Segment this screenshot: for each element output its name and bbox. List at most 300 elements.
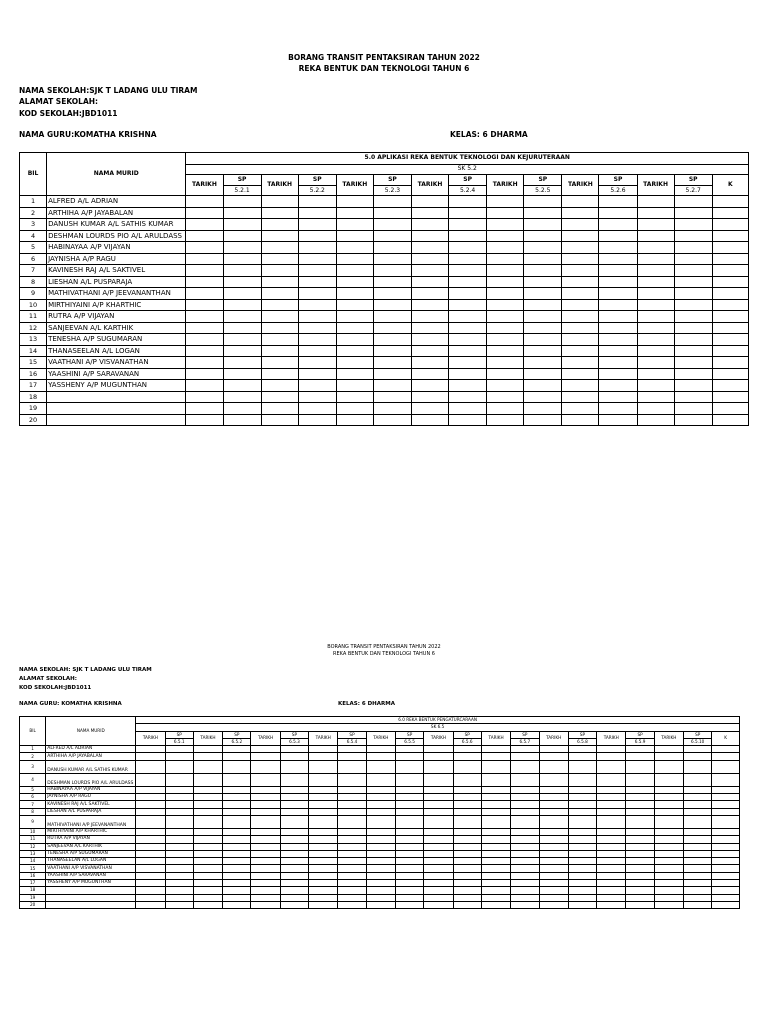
score-cell (599, 414, 637, 426)
score-cell (562, 414, 599, 426)
score-cell (395, 872, 423, 879)
score-cell (712, 368, 748, 380)
score-cell (411, 299, 448, 311)
header-sp-code: 6.5.2 (223, 738, 251, 745)
score-cell (712, 322, 748, 334)
score-cell (449, 253, 487, 265)
score-cell (411, 219, 448, 231)
score-cell (424, 815, 453, 828)
score-cell (712, 311, 748, 323)
score-cell (453, 760, 481, 773)
score-cell (453, 880, 481, 887)
score-cell (366, 880, 395, 887)
score-cell (338, 865, 366, 872)
row-number: 3 (20, 760, 46, 773)
score-cell (453, 901, 481, 908)
score-cell (336, 414, 373, 426)
score-cell (562, 345, 599, 357)
score-cell (562, 196, 599, 208)
score-cell (411, 265, 448, 277)
score-cell (165, 786, 193, 793)
score-cell (136, 746, 165, 753)
student-name: KAVINESH RAJ A/L SAKTIVEL (47, 265, 186, 277)
score-cell (424, 773, 453, 786)
score-cell (684, 746, 712, 753)
score-cell (487, 299, 524, 311)
score-cell (411, 276, 448, 288)
score-cell (411, 230, 448, 242)
score-cell (654, 858, 683, 865)
score-cell (223, 894, 251, 901)
score-cell (568, 901, 596, 908)
score-cell (524, 207, 562, 219)
score-cell (186, 242, 223, 254)
score-cell (449, 414, 487, 426)
score-cell (481, 858, 510, 865)
score-cell (338, 880, 366, 887)
score-cell (524, 219, 562, 231)
score-cell (251, 753, 280, 760)
score-cell (568, 843, 596, 850)
score-cell (366, 815, 395, 828)
student-name: LIESHAN A/L PUSPARAJA (46, 808, 136, 815)
score-cell (487, 219, 524, 231)
score-cell (539, 760, 568, 773)
row-number: 7 (20, 265, 47, 277)
score-cell (449, 403, 487, 415)
score-cell (261, 380, 298, 392)
score-cell (674, 345, 712, 357)
header-section-title: 6.0 REKA BENTUK PENGATURCARAAN (136, 717, 740, 724)
header-nama-murid: NAMA MURID (47, 153, 186, 196)
student-row (20, 242, 749, 254)
score-cell (637, 196, 674, 208)
score-cell (193, 850, 222, 857)
row-number: 19 (20, 403, 47, 415)
score-cell (251, 865, 280, 872)
score-cell (193, 753, 222, 760)
score-cell (424, 850, 453, 857)
score-cell (136, 760, 165, 773)
score-cell (568, 753, 596, 760)
header-k: K (712, 174, 748, 196)
score-cell (599, 207, 637, 219)
score-cell (165, 773, 193, 786)
score-cell (223, 801, 251, 808)
row-number: 2 (20, 207, 47, 219)
score-cell (511, 773, 539, 786)
score-cell (338, 887, 366, 894)
score-cell (395, 887, 423, 894)
score-cell (373, 357, 411, 369)
student-name: ARTHIHA A/P JAYABALAN (46, 753, 136, 760)
score-cell (136, 794, 165, 801)
score-cell (599, 322, 637, 334)
score-cell (261, 414, 298, 426)
score-cell (654, 808, 683, 815)
score-cell (449, 219, 487, 231)
score-cell (481, 808, 510, 815)
score-cell (712, 801, 740, 808)
score-cell (599, 253, 637, 265)
score-cell (373, 265, 411, 277)
score-cell (366, 801, 395, 808)
score-cell (626, 901, 654, 908)
score-cell (597, 887, 626, 894)
score-cell (562, 230, 599, 242)
score-cell (280, 843, 308, 850)
score-cell (674, 253, 712, 265)
row-number: 11 (20, 836, 46, 843)
score-cell (309, 828, 338, 835)
score-cell (309, 887, 338, 894)
score-cell (338, 858, 366, 865)
score-cell (338, 872, 366, 879)
score-cell (411, 207, 448, 219)
score-cell (366, 887, 395, 894)
score-cell (453, 894, 481, 901)
score-cell (223, 403, 261, 415)
score-cell (524, 391, 562, 403)
score-cell (712, 815, 740, 828)
score-cell (165, 828, 193, 835)
page1-assessment-table (19, 152, 749, 426)
score-cell (251, 843, 280, 850)
score-cell (395, 858, 423, 865)
student-name (47, 414, 186, 426)
score-cell (654, 773, 683, 786)
score-cell (251, 901, 280, 908)
score-cell (712, 403, 748, 415)
header-tarikh: TARIKH (336, 174, 373, 196)
student-row (20, 299, 749, 311)
score-cell (481, 773, 510, 786)
score-cell (223, 414, 261, 426)
score-cell (193, 808, 222, 815)
score-cell (539, 858, 568, 865)
score-cell (251, 828, 280, 835)
score-cell (511, 872, 539, 879)
score-cell (373, 196, 411, 208)
score-cell (568, 894, 596, 901)
score-cell (338, 815, 366, 828)
score-cell (136, 815, 165, 828)
score-cell (424, 901, 453, 908)
score-cell (539, 850, 568, 857)
score-cell (712, 414, 748, 426)
student-name: MIRTHIYAINI A/P KHARTHIC (46, 828, 136, 835)
score-cell (562, 380, 599, 392)
score-cell (674, 207, 712, 219)
score-cell (626, 894, 654, 901)
score-cell (309, 786, 338, 793)
score-cell (524, 368, 562, 380)
header-tarikh: TARIKH (424, 731, 453, 746)
score-cell (684, 880, 712, 887)
score-cell (298, 253, 336, 265)
score-cell (637, 414, 674, 426)
score-cell (165, 858, 193, 865)
score-cell (366, 872, 395, 879)
student-name: THANASEELAN A/L LOGAN (46, 858, 136, 865)
score-cell (298, 311, 336, 323)
score-cell (251, 746, 280, 753)
student-name (47, 391, 186, 403)
student-row (20, 894, 740, 901)
score-cell (186, 196, 223, 208)
score-cell (186, 230, 223, 242)
score-cell (487, 253, 524, 265)
score-cell (539, 836, 568, 843)
student-row (20, 207, 749, 219)
header-tarikh: TARIKH (637, 174, 674, 196)
score-cell (712, 901, 740, 908)
student-name: JAYNISHA A/P RAGU (46, 794, 136, 801)
score-cell (186, 391, 223, 403)
header-sk: SK 6.5 (136, 724, 740, 731)
score-cell (223, 746, 251, 753)
student-name: ALFRED A/L ADRIAN (46, 746, 136, 753)
score-cell (136, 880, 165, 887)
score-cell (597, 850, 626, 857)
score-cell (539, 801, 568, 808)
score-cell (654, 887, 683, 894)
score-cell (366, 753, 395, 760)
score-cell (193, 801, 222, 808)
header-tarikh: TARIKH (366, 731, 395, 746)
score-cell (336, 288, 373, 300)
score-cell (424, 880, 453, 887)
score-cell (280, 815, 308, 828)
header-sp-code: 5.2.5 (524, 186, 562, 196)
score-cell (524, 414, 562, 426)
score-cell (453, 773, 481, 786)
score-cell (223, 808, 251, 815)
score-cell (597, 773, 626, 786)
student-name: DESHMAN LOURDS PIO A/L ARULDASS (46, 773, 136, 786)
student-row (20, 391, 749, 403)
score-cell (280, 858, 308, 865)
score-cell (395, 865, 423, 872)
score-cell (597, 815, 626, 828)
score-cell (597, 872, 626, 879)
score-cell (487, 311, 524, 323)
score-cell (637, 391, 674, 403)
score-cell (626, 850, 654, 857)
score-cell (251, 794, 280, 801)
score-cell (449, 311, 487, 323)
score-cell (524, 288, 562, 300)
score-cell (223, 865, 251, 872)
score-cell (280, 808, 308, 815)
page1-school-code: KOD SEKOLAH:JBD1011 (19, 109, 118, 118)
header-tarikh: TARIKH (481, 731, 510, 746)
score-cell (684, 843, 712, 850)
score-cell (654, 836, 683, 843)
score-cell (626, 887, 654, 894)
score-cell (373, 311, 411, 323)
score-cell (309, 894, 338, 901)
student-row (20, 836, 740, 843)
score-cell (637, 242, 674, 254)
student-name: JAYNISHA A/P RAGU (47, 253, 186, 265)
student-row (20, 773, 740, 786)
score-cell (449, 380, 487, 392)
score-cell (309, 815, 338, 828)
row-number: 8 (20, 808, 46, 815)
score-cell (411, 288, 448, 300)
score-cell (562, 265, 599, 277)
score-cell (338, 808, 366, 815)
score-cell (674, 299, 712, 311)
score-cell (712, 865, 740, 872)
score-cell (654, 894, 683, 901)
score-cell (193, 894, 222, 901)
student-row (20, 808, 740, 815)
row-number: 10 (20, 828, 46, 835)
score-cell (223, 322, 261, 334)
score-cell (411, 414, 448, 426)
score-cell (136, 843, 165, 850)
row-number: 4 (20, 773, 46, 786)
score-cell (599, 391, 637, 403)
score-cell (336, 403, 373, 415)
score-cell (395, 843, 423, 850)
score-cell (373, 219, 411, 231)
score-cell (487, 345, 524, 357)
score-cell (298, 334, 336, 346)
score-cell (309, 901, 338, 908)
row-number: 14 (20, 858, 46, 865)
score-cell (674, 322, 712, 334)
score-cell (280, 773, 308, 786)
student-name: YAASHINI A/P SARAVANAN (47, 368, 186, 380)
score-cell (186, 219, 223, 231)
header-sp: SP (684, 731, 712, 738)
score-cell (136, 858, 165, 865)
score-cell (562, 253, 599, 265)
score-cell (487, 414, 524, 426)
score-cell (336, 299, 373, 311)
score-cell (223, 311, 261, 323)
score-cell (223, 828, 251, 835)
score-cell (637, 368, 674, 380)
score-cell (712, 219, 748, 231)
score-cell (373, 391, 411, 403)
score-cell (539, 865, 568, 872)
header-tarikh: TARIKH (251, 731, 280, 746)
score-cell (251, 850, 280, 857)
score-cell (280, 760, 308, 773)
score-cell (411, 380, 448, 392)
score-cell (481, 865, 510, 872)
score-cell (637, 380, 674, 392)
header-sp-code: 6.5.6 (453, 738, 481, 745)
score-cell (261, 322, 298, 334)
score-cell (597, 836, 626, 843)
score-cell (637, 345, 674, 357)
score-cell (599, 276, 637, 288)
score-cell (366, 850, 395, 857)
score-cell (373, 414, 411, 426)
header-tarikh: TARIKH (261, 174, 298, 196)
score-cell (637, 288, 674, 300)
score-cell (223, 230, 261, 242)
page2-school-name: NAMA SEKOLAH: SJK T LADANG ULU TIRAM (19, 667, 152, 673)
score-cell (599, 265, 637, 277)
row-number: 16 (20, 368, 47, 380)
score-cell (366, 836, 395, 843)
score-cell (251, 858, 280, 865)
score-cell (223, 880, 251, 887)
score-cell (223, 242, 261, 254)
score-cell (568, 808, 596, 815)
score-cell (626, 865, 654, 872)
score-cell (599, 219, 637, 231)
student-name (46, 901, 136, 908)
score-cell (449, 196, 487, 208)
score-cell (309, 801, 338, 808)
score-cell (599, 311, 637, 323)
score-cell (309, 794, 338, 801)
page2-title-line1: BORANG TRANSIT PENTAKSIRAN TAHUN 2022 (327, 644, 441, 650)
student-name (46, 894, 136, 901)
row-number: 9 (20, 815, 46, 828)
score-cell (453, 786, 481, 793)
score-cell (539, 794, 568, 801)
score-cell (223, 299, 261, 311)
score-cell (251, 808, 280, 815)
student-row (20, 403, 749, 415)
header-sp: SP (298, 174, 336, 186)
row-number: 3 (20, 219, 47, 231)
score-cell (626, 880, 654, 887)
score-cell (712, 345, 748, 357)
score-cell (453, 753, 481, 760)
score-cell (539, 828, 568, 835)
score-cell (487, 230, 524, 242)
score-cell (186, 414, 223, 426)
score-cell (562, 242, 599, 254)
score-cell (366, 760, 395, 773)
score-cell (712, 887, 740, 894)
score-cell (186, 403, 223, 415)
score-cell (424, 801, 453, 808)
header-sp-code: 6.5.1 (165, 738, 193, 745)
header-sp: SP (626, 731, 654, 738)
student-name: THANASEELAN A/L LOGAN (47, 345, 186, 357)
score-cell (336, 345, 373, 357)
student-row (20, 311, 749, 323)
score-cell (165, 808, 193, 815)
score-cell (449, 230, 487, 242)
page1-class: KELAS: 6 DHARMA (450, 130, 528, 139)
score-cell (223, 380, 261, 392)
score-cell (186, 253, 223, 265)
score-cell (193, 760, 222, 773)
score-cell (165, 836, 193, 843)
header-sp: SP (395, 731, 423, 738)
score-cell (568, 815, 596, 828)
score-cell (424, 828, 453, 835)
student-row (20, 322, 749, 334)
page2-title-line2: REKA BENTUK DAN TEKNOLOGI TAHUN 6 (333, 651, 435, 657)
score-cell (597, 794, 626, 801)
row-number: 17 (20, 380, 47, 392)
score-cell (539, 746, 568, 753)
score-cell (223, 288, 261, 300)
row-number: 13 (20, 334, 47, 346)
